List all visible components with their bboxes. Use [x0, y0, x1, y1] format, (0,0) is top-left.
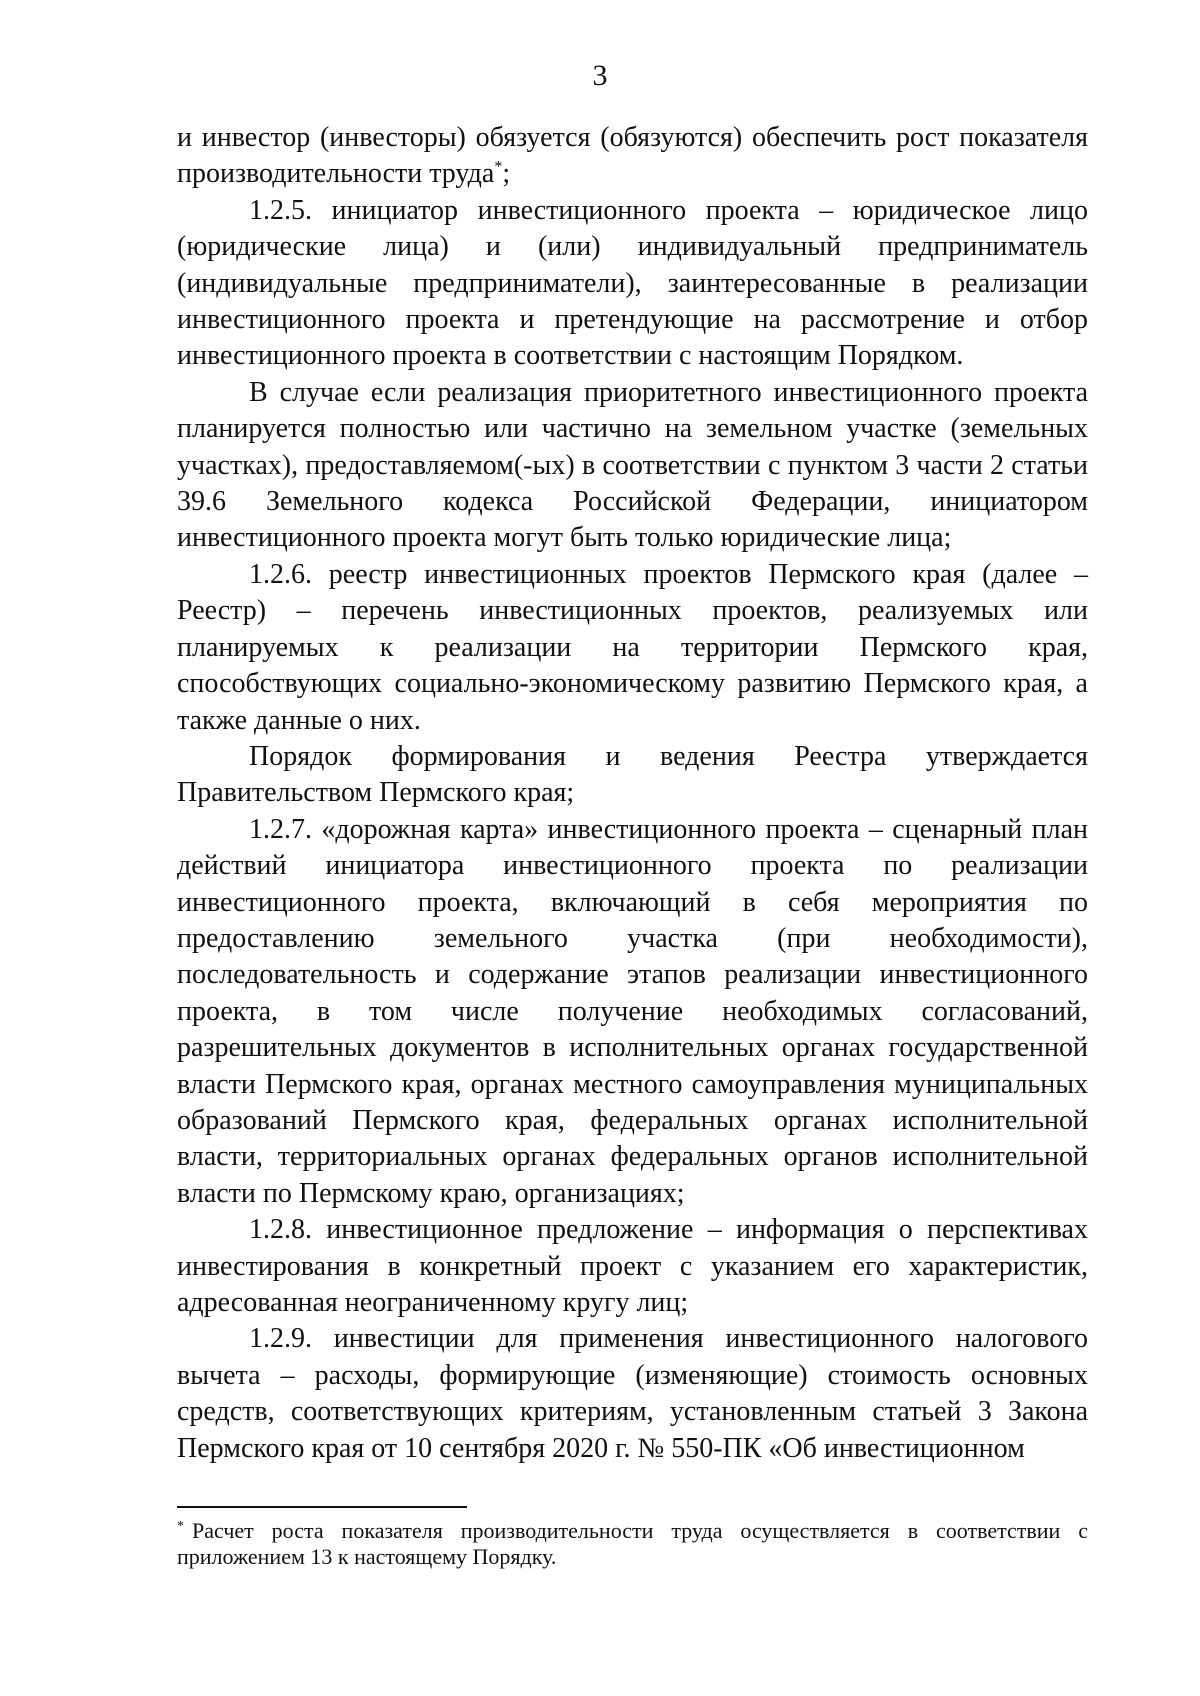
paragraph-1-2-7: 1.2.7. «дорожная карта» инвестиционного проекта – сценарный план действий инициатора инвестиционного проекта по реализации инвестиционного проекта, включающий в себя мероприятия по предоставлению земельного участка (при необходимости), последовательность и содержание этапов реализации инвестиционного проекта, в том числе получение необходимых согласований, разрешительных документов в исполнительных органах государственной власти Пермского края, органах местного самоуправления муниципальных образований Пермского края, федеральных органах исполнительной власти, территориальных органах федеральных органов исполнительной власти по Пермскому краю, организациях;	[177, 813, 1088, 1209]
paragraph-1-2-9: 1.2.9. инвестиции для применения инвестиционного налогового вычета – расходы, формирующие (изменяющие) стоимость основных средств, соответствующих критериям, установленным статьей 3 Закона Пермского края от 10 сентября 2020 г. № 550-ПК «Об инвестиционном	[177, 1323, 1088, 1464]
paragraph-1-2-6: 1.2.6. реестр инвестиционных проектов Пермского края (далее – Реестр) – перечень инвестиционных проектов, реализуемых или планируемых к реализации на территории Пермского края, способствующих социально-экономическому развитию Пермского края, а также данные о них.	[177, 558, 1088, 736]
paragraph-1-2-8: 1.2.8. инвестиционное предложение – информация о перспективах инвестирования в конкретный проект с указанием его характеристик, адресованная неограниченному кругу лиц;	[177, 1214, 1088, 1318]
footnote-reference-marker: *	[494, 159, 503, 177]
paragraph-continuation	[177, 120, 1088, 193]
paragraph-text: и инвестор (инвесторы) обязуется (обязуются) обеспечить рост показателя производительности труда	[177, 122, 1088, 190]
footnote-marker: *	[177, 1518, 184, 1534]
paragraph-land-plot-case: В случае если реализация приоритетного инвестиционного проекта планируется полностью или частично на земельном участке (земельных участках), предоставляемом(-ых) в соответствии с пунктом 3 части 2 статьи 39.6 Земельного кодекса Российской Федерации, инициатором инвестиционного проекта могут быть только юридические лица;	[177, 376, 1088, 554]
footnote-text: Расчет роста показателя производительности труда осуществляется в соответствии с приложением 13 к настоящему Порядку.	[177, 1518, 1088, 1569]
footnote-separator	[177, 1506, 467, 1508]
paragraph-1-2-5: 1.2.5. инициатор инвестиционного проекта – юридическое лицо (юридические лица) и (или) индивидуальный предприниматель (индивидуальные предприниматели), заинтересованные в реализации инвестиционного проекта и претендующие на рассмотрение и отбор инвестиционного проекта в соответствии с настоящим Порядком.	[177, 194, 1088, 372]
page-number: 3	[592, 59, 608, 92]
document-body	[177, 120, 1088, 1467]
paragraph-registry-procedure: Порядок формирования и ведения Реестра утверждается Правительством Пермского края;	[177, 740, 1088, 809]
footnote	[177, 1518, 1088, 1570]
paragraph-tail: ;	[502, 158, 511, 190]
